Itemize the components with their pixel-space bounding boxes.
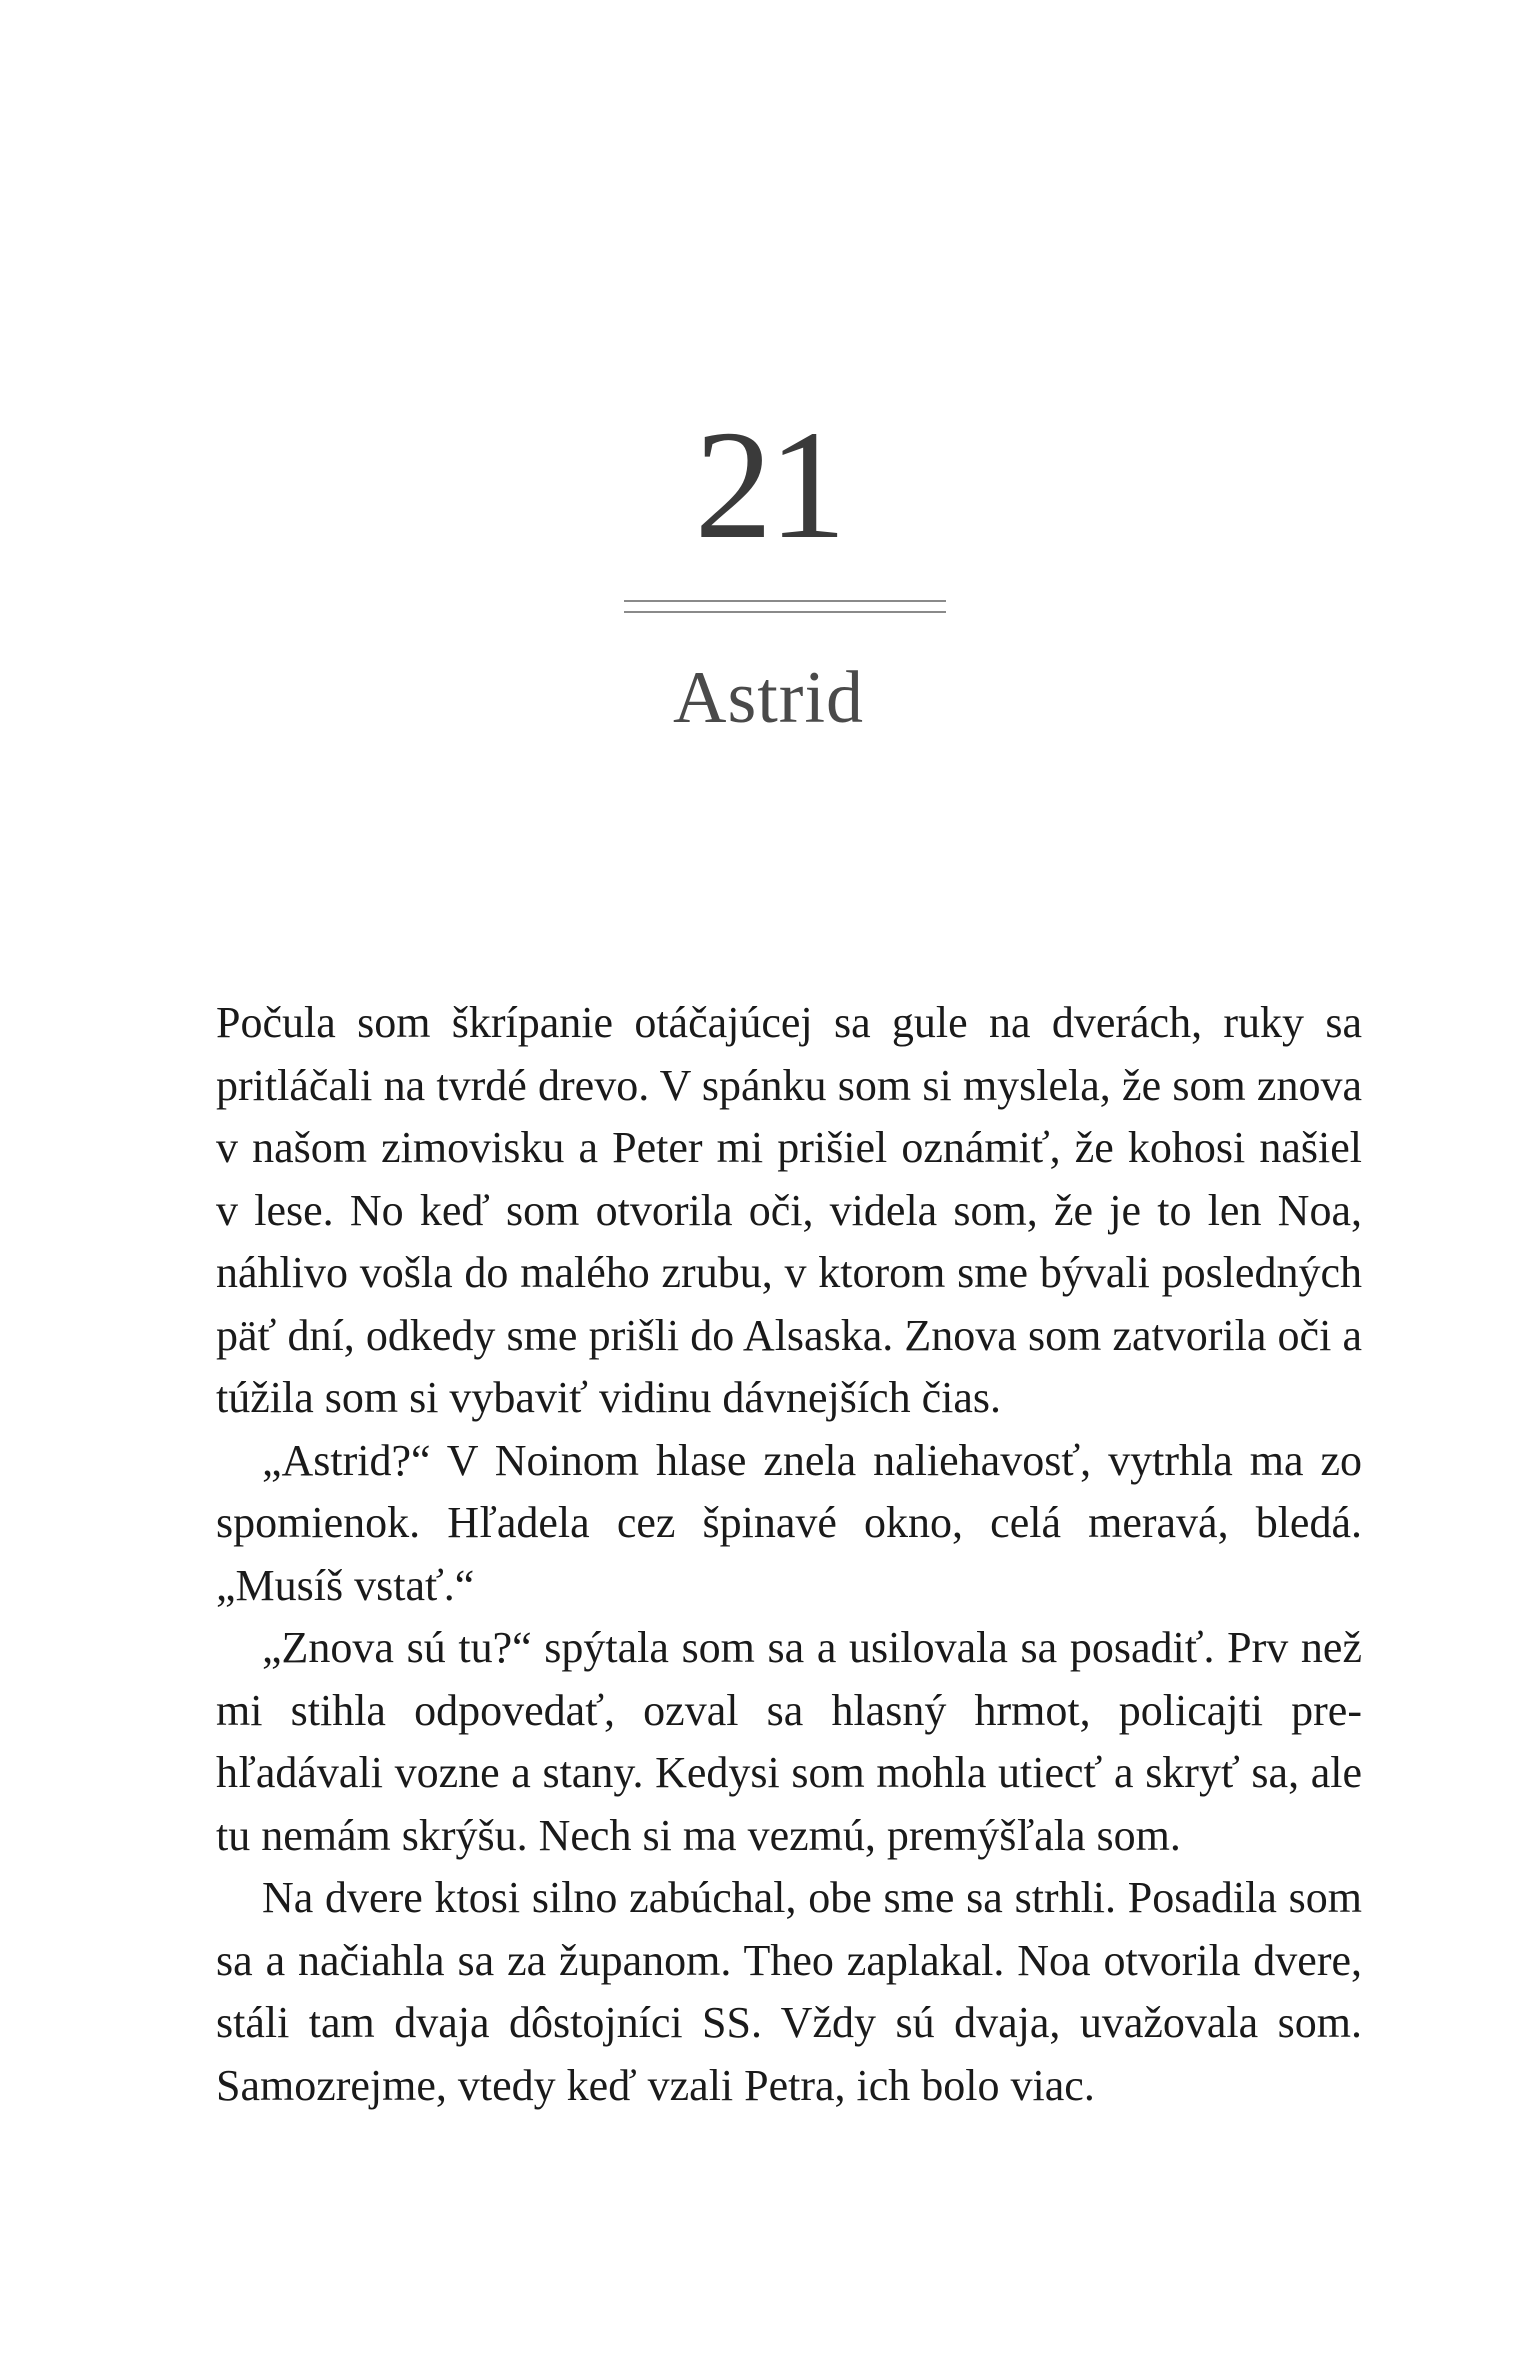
chapter-title: Astrid — [673, 657, 864, 739]
paragraph: „Astrid?“ V Noinom hlase znela naliehavosť, vytrhla ma zo spomienok. Hľadela cez špinavé okno, celá meravá, bledá. „Musíš vstať.“ — [216, 1435, 1362, 1610]
paragraph: Počula som škrípanie otáčajúcej sa gule na dverách, ruky sa pritláčali na tvrdé drevo. V spánku som si myslela, že som znova v našom zimovisku a Peter mi prišiel oznámiť, že kohosi našiel v lese. No keď som otvorila oči, videla som, že je to len Noa, náhlivo vošla do malého zrubu, v ktorom sme bývali posledných päť dní, odkedy sme prišli do Alsaska. Znova som zatvorila oči a túžila som si vybaviť vidinu dávnejších čias. — [216, 998, 1362, 1422]
chapter-number: 21 — [694, 398, 843, 571]
paragraph: „Znova sú tu?“ spýtala som sa a usilovala sa posadiť. Prv než mi stihla odpovedať, ozval sa hlasný hrmot, policajti prehľadávali vozne a stany. Kedysi som mohla utiecť a skryť sa, ale tu nemám skrýšu. Nech si ma vezmú, premýšľala som. — [216, 1623, 1362, 1860]
chapter-divider — [624, 600, 946, 613]
chapter-body — [216, 992, 1362, 2117]
paragraph: Na dvere ktosi silno zabúchal, obe sme sa strhli. Posadila som sa a načiahla sa za županom. Theo zaplakal. Noa otvorila dvere, stáli tam dvaja dôstojníci SS. Vždy sú dvaja, uvažovala som. Samozrejme, vtedy keď vzali Petra, ich bolo viac. — [216, 1873, 1362, 2110]
